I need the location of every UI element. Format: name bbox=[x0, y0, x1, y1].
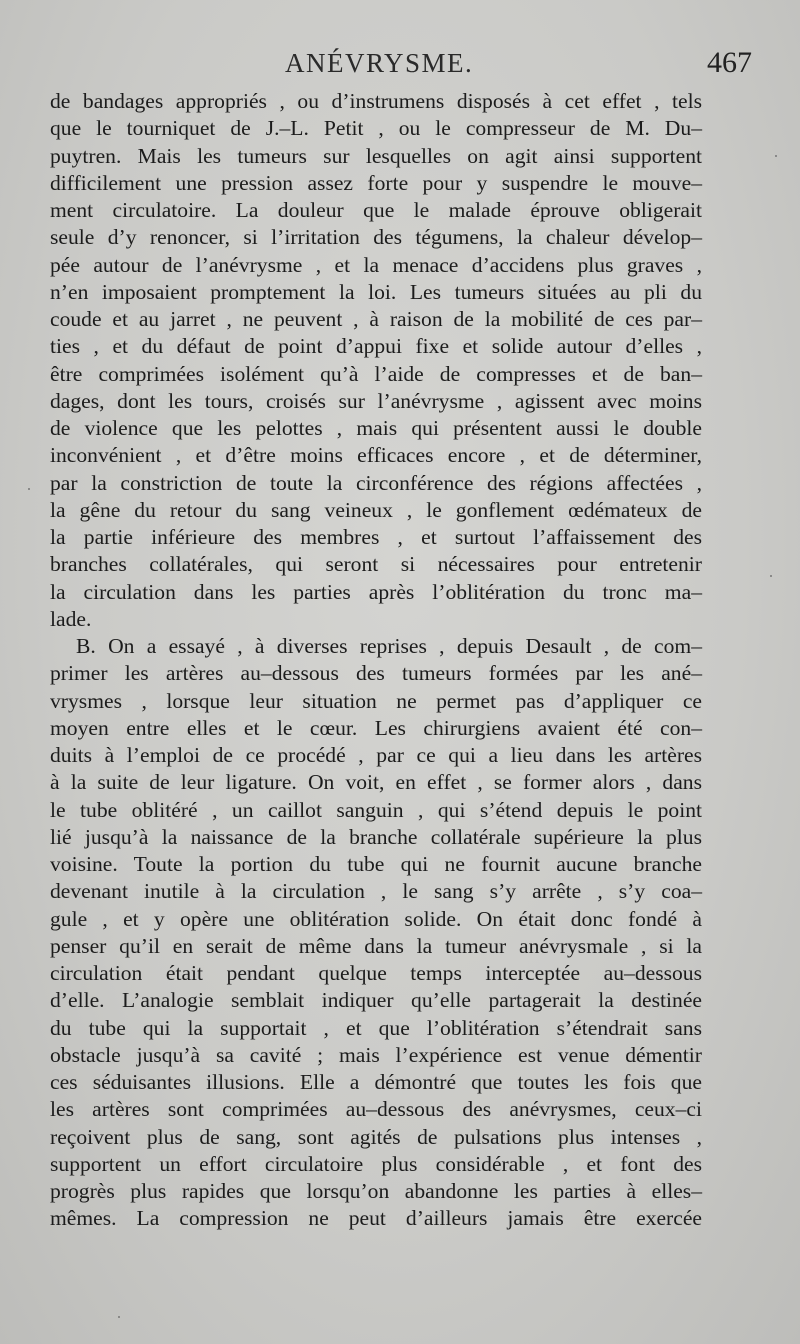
paper-speck bbox=[118, 1316, 120, 1318]
text-line: à la suite de leur ligature. On voit, en effet , se former alors , dans bbox=[50, 770, 702, 795]
text-line: moyen entre elles et le cœur. Les chirurgiens avaient été con– bbox=[50, 715, 702, 740]
text-line: mêmes. La compression ne peut d’ailleurs jamais être exercée bbox=[50, 1206, 702, 1231]
text-line: gule , et y opère une oblitération solide. On était donc fondé à bbox=[50, 906, 702, 931]
paper-speck bbox=[770, 575, 772, 577]
text-line: être comprimées isolément qu’à l’aide de compresses et de ban– bbox=[50, 361, 702, 386]
text-line: de bandages appropriés , ou d’instrumens disposés à cet effet , tels bbox=[50, 89, 702, 113]
page-header bbox=[52, 46, 752, 86]
text-line: pée autour de l’anévrysme , et la menace d’accidens plus graves , bbox=[50, 252, 702, 277]
text-line: branches collatérales, qui seront si nécessaires pour entretenir bbox=[50, 552, 702, 577]
text-line: lié jusqu’à la naissance de la branche collatérale supérieure la plus bbox=[50, 824, 702, 849]
text-line: progrès plus rapides que lorsqu’on abandonne les parties à elles– bbox=[50, 1179, 702, 1203]
text-line: duits à l’emploi de ce procédé , par ce qui a lieu dans les artères bbox=[50, 743, 702, 767]
text-line: de violence que les pelottes , mais qui présentent aussi le double bbox=[50, 416, 702, 440]
text-line: B. On a essayé , à diverses reprises , depuis Desault , de com– bbox=[76, 634, 702, 658]
text-line: obstacle jusqu’à sa cavité ; mais l’expérience est venue démentir bbox=[50, 1042, 702, 1067]
page-number: 467 bbox=[707, 46, 752, 79]
paragraph-1 bbox=[50, 88, 702, 633]
text-line: d’elle. L’analogie semblait indiquer qu’elle partagerait la destinée bbox=[50, 988, 702, 1013]
text-line: ties , et du défaut de point d’appui fixe et solide autour d’elles , bbox=[50, 334, 702, 359]
text-line: supportent un effort circulatoire plus considérable , et font des bbox=[50, 1151, 702, 1176]
text-line: le tube oblitéré , un caillot sanguin , qui s’étend depuis le point bbox=[50, 797, 702, 822]
text-line: par la constriction de toute la circonférence des régions affectées , bbox=[50, 470, 702, 495]
text-line: primer les artères au–dessous des tumeurs formées par les ané– bbox=[50, 661, 702, 686]
text-line: les artères sont comprimées au–dessous des anévrysmes, ceux–ci bbox=[50, 1097, 702, 1122]
text-line: inconvénient , et d’être moins efficaces encore , et de déterminer, bbox=[50, 443, 702, 468]
running-title: ANÉVRYSME. bbox=[285, 48, 474, 78]
text-line: ment circulatoire. La douleur que le malade éprouve obligerait bbox=[50, 198, 702, 222]
text-line: la circulation dans les parties après l’oblitération du tronc ma– bbox=[50, 579, 702, 604]
text-line: lade. bbox=[50, 606, 92, 631]
text-line: n’en imposaient promptement la loi. Les tumeurs situées au pli du bbox=[50, 279, 702, 304]
text-line: du tube qui la supportait , et que l’oblitération s’étendrait sans bbox=[50, 1015, 702, 1040]
text-line: dages, dont les tours, croisés sur l’anévrysme , agissent avec moins bbox=[50, 388, 702, 413]
body-text bbox=[50, 88, 702, 1233]
text-line: puytren. Mais les tumeurs sur lesquelles on agit ainsi supportent bbox=[50, 143, 702, 168]
text-line: devenant inutile à la circulation , le sang s’y arrête , s’y coa– bbox=[50, 879, 702, 904]
text-line: seule d’y renoncer, si l’irritation des tégumens, la chaleur dévelop– bbox=[50, 225, 702, 250]
text-line: penser qu’il en serait de même dans la tumeur anévrysmale , si la bbox=[50, 933, 702, 958]
paper-speck bbox=[775, 155, 777, 157]
text-line: que le tourniquet de J.–L. Petit , ou le compresseur de M. Du– bbox=[50, 116, 702, 141]
text-line: coude et au jarret , ne peuvent , à raison de la mobilité de ces par– bbox=[50, 307, 702, 331]
text-line: vrysmes , lorsque leur situation ne permet pas d’appliquer ce bbox=[50, 688, 702, 713]
text-line: difficilement une pression assez forte pour y suspendre le mouve– bbox=[50, 170, 702, 195]
text-line: circulation était pendant quelque temps interceptée au–dessous bbox=[50, 961, 702, 985]
text-line: ces séduisantes illusions. Elle a démontré que toutes les fois que bbox=[50, 1070, 702, 1094]
paragraph-2 bbox=[50, 633, 702, 1233]
text-line: reçoivent plus de sang, sont agités de pulsations plus intenses , bbox=[50, 1124, 702, 1149]
text-line: voisine. Toute la portion du tube qui ne fournit aucune branche bbox=[50, 852, 702, 876]
text-line: la partie inférieure des membres , et surtout l’affaissement des bbox=[50, 525, 702, 549]
paper-speck bbox=[28, 488, 30, 490]
text-line: la gêne du retour du sang veineux , le gonflement œdémateux de bbox=[50, 497, 702, 522]
